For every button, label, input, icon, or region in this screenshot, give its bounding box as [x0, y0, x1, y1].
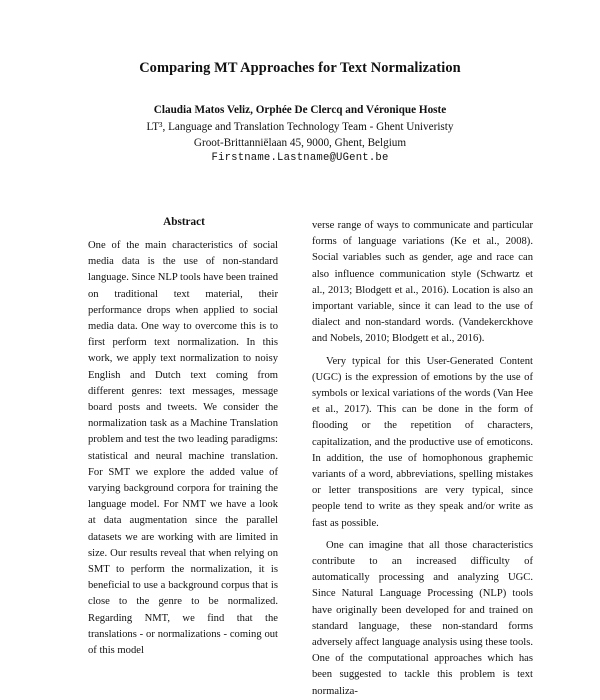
body-column: [312, 218, 533, 700]
affiliation-line-1: LT³, Language and Translation Technology Team - Ghent Univeristy: [146, 121, 454, 133]
author-list: Claudia Matos Veliz, Orphée De Clercq and Véronique Hoste: [153, 104, 447, 116]
abstract-text: One of the main characteristics of social media data is the use of non-standard language. Since NLP tools have been trained on traditional text material, their performance drops when applied to social media data. One way to overcome this is to first perform text normalization. In this work, we apply text normalization to noisy English and Dutch text coming from different genres: text messages, message board posts and tweets. We consider the normalization task as a Machine Translation problem and test the two leading paradigms: statistical and neural machine translation. For SMT we explore the added value of varying background corpora for training the language model. For NMT we have a look at data augmentation since the parallel datasets we are working with are limited in size. Our results reveal that when relying on SMT to perform the normalization, it is beneficial to use a background corpus that is close to the genre to be normalized. Regarding NMT, we find that the translations - or normalizations - coming out of this model: [88, 240, 278, 657]
abstract-heading: Abstract: [163, 216, 205, 228]
abstract-column: [88, 238, 278, 659]
paper-title: Comparing MT Approaches for Text Normalization: [139, 60, 461, 76]
affiliation-line-2: Groot-Brittanniëlaan 45, 9000, Ghent, Belgium: [193, 137, 407, 149]
body-paragraph-1: verse range of ways to communicate and particular forms of language variations (Ke et al., 2008). Social variables such as gender, age and race can also influence communication style (Schwartz et al., 2013; Blodgett et al., 2016). Location is also an important variable, since it can lead to the use of dialect and non-standard words. (Vandekerckhove and Nobels, 2010; Blodgett et al., 2016).: [312, 220, 533, 345]
body-paragraph-2: Very typical for this User-Generated Content (UGC) is the expression of emotions by the use of symbols or lexical variations of the words (Van Hee et al., 2017). This can be done in the form of flooding or the repetition of characters, capitalization, and the productive use of emoticons. In addition, the use of homophonous graphemic variants of a word, abbreviations, spelling mistakes or letter transpositions are very typical, since people tend to write as they speak and/or write as fast as possible.: [312, 355, 533, 529]
body-paragraph-3: One can imagine that all those characteristics contribute to an increased difficulty of automatically processing and analyzing UGC. Since Natural Language Processing (NLP) tools have originally been developed for and trained on standard language, these non-standard forms adversely affect language analysis using these tools. One of the computational approaches which has been suggested to tackle this problem is text normaliza-: [312, 539, 533, 697]
author-email: Firstname.Lastname@UGent.be: [211, 152, 389, 164]
